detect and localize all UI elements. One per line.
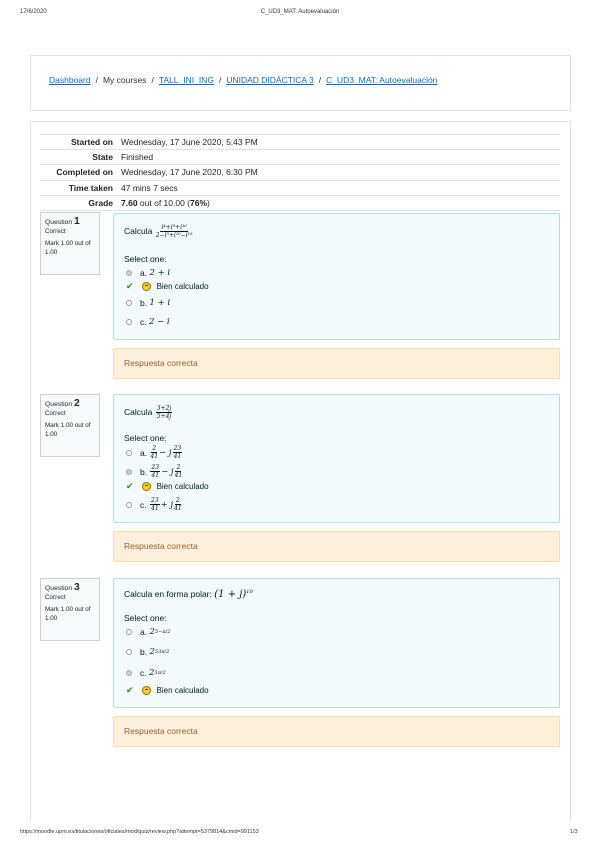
question-formula: (1 + j) [214, 589, 247, 600]
option-feedback: ✔ Bien calculado [126, 685, 209, 695]
general-feedback: Respuesta correcta [113, 716, 560, 747]
answer-option[interactable]: b. 2 5 3π/2 [126, 647, 169, 657]
check-icon: ✔ [126, 685, 134, 695]
question-content [113, 578, 560, 708]
radio-button[interactable] [126, 319, 132, 325]
summary-key: Completed on [56, 167, 113, 178]
question-number: 2 [74, 398, 80, 409]
radio-button[interactable] [126, 649, 132, 655]
print-date: 17/6/2020 [20, 9, 47, 15]
summary-value: 47 mins 7 secs [121, 182, 178, 193]
option-feedback: ✔ Bien calculado [126, 281, 209, 291]
check-icon: ✔ [126, 481, 134, 491]
print-title: C_UD3_MAT: Autoevaluación [260, 9, 340, 15]
question-mark: Mark 1.00 out of 1.00 [45, 606, 91, 622]
breadcrumb-quiz-link[interactable]: C_UD3_MAT: Autoevaluación [326, 75, 438, 85]
breadcrumb-panel [30, 55, 571, 111]
answer-option[interactable]: b. $\frac{23}{41}$ − j $\frac{2}{41}$ [126, 464, 183, 479]
summary-key: Grade [88, 197, 113, 208]
radio-button[interactable] [126, 300, 132, 306]
breadcrumb-my-courses: My courses [102, 75, 147, 85]
radio-button[interactable] [126, 270, 132, 276]
question-text: Calcula $\frac{\text{i⁴+i⁹+i¹⁶}}{\text{2−i⁵+i¹⁰−i¹⁵}}$ [124, 224, 193, 239]
breadcrumb-dashboard-link[interactable]: Dashboard [49, 75, 91, 85]
question-state: Correct [45, 410, 66, 417]
option-feedback: ✔ Bien calculado [126, 481, 209, 491]
answer-option[interactable]: a. 2 + i [126, 268, 170, 278]
select-one-label: Select one: [124, 254, 167, 264]
summary-row [40, 181, 560, 196]
print-url: https://moodle.upm.es/titulaciones/oficiales/mod/quiz/review.php?attempt=5379814&cmid=991153 [20, 829, 259, 835]
question-info: Question 1 Correct Mark 1.00 out of 1.00 [40, 212, 100, 275]
smiley-icon [142, 686, 151, 695]
radio-button[interactable] [126, 629, 132, 635]
answer-option[interactable]: a. $\frac{2}{41}$ − j $\frac{23}{41}$ [126, 445, 183, 460]
summary-value: Finished [121, 152, 154, 163]
question-number: 3 [74, 582, 80, 593]
smiley-icon [142, 282, 151, 291]
radio-button[interactable] [126, 469, 132, 475]
radio-button[interactable] [126, 670, 132, 676]
summary-row [40, 165, 560, 180]
grade-value: 7.60 out of 10.00 (76%) [121, 197, 210, 208]
answer-option[interactable]: c. $\frac{23}{41}$ + j $\frac{2}{41}$ [126, 497, 183, 512]
summary-key: Started on [70, 137, 113, 148]
summary-row [40, 196, 560, 211]
breadcrumb: Dashboard / My courses / TALL_INI_ING / UNIDAD DIDÁCTICA 3 / C_UD3_MAT: Autoevaluación [49, 75, 438, 85]
radio-button[interactable] [126, 502, 132, 508]
question-content [113, 213, 560, 340]
question-text: Calcula en forma polar: $(1 + j)^{10}$ [124, 589, 253, 600]
summary-value: Wednesday, 17 June 2020, 6:30 PM [121, 167, 258, 178]
summary-row [40, 150, 560, 165]
answer-option[interactable]: c. 2 5 π/2 [126, 668, 166, 678]
select-one-label: Select one: [124, 613, 167, 623]
question-info: Question 2 Correct Mark 1.00 out of 1.00 [40, 394, 100, 457]
question-info: Question 3 Correct Mark 1.00 out of 1.00 [40, 578, 100, 641]
question-mark: Mark 1.00 out of 1.00 [45, 240, 91, 256]
summary-key: Time taken [68, 182, 113, 193]
question-state: Correct [45, 228, 66, 235]
question-formula: $\frac{3+2j}{5+4j}$ [156, 405, 172, 420]
radio-button[interactable] [126, 450, 132, 456]
summary-key: State [92, 152, 113, 163]
question-state: Correct [45, 594, 66, 601]
answer-option[interactable]: c. 2 − i [126, 317, 170, 327]
answer-option[interactable]: a. 2 5 −π/2 [126, 627, 170, 637]
breadcrumb-unit-link[interactable]: UNIDAD DIDÁCTICA 3 [226, 75, 314, 85]
question-number: 1 [74, 216, 80, 227]
breadcrumb-course-link[interactable]: TALL_INI_ING [158, 75, 214, 85]
attempt-summary-table [40, 134, 560, 211]
question-formula: $\frac{\text{i⁴+i⁹+i¹⁶}}{\text{2−i⁵+i¹⁰−i¹⁵}}$ [155, 224, 193, 239]
select-one-label: Select one: [124, 433, 167, 443]
question-mark: Mark 1.00 out of 1.00 [45, 422, 91, 438]
print-page-number: 1/3 [570, 829, 578, 835]
general-feedback: Respuesta correcta [113, 531, 560, 562]
answer-option[interactable]: b. 1 + i [126, 298, 170, 308]
check-icon: ✔ [126, 281, 134, 291]
summary-value: Wednesday, 17 June 2020, 5:43 PM [121, 137, 258, 148]
question-content [113, 394, 560, 523]
general-feedback: Respuesta correcta [113, 348, 560, 379]
summary-row [40, 134, 560, 150]
question-text: Calcula $\frac{3+2j}{5+4j}$ [124, 405, 172, 420]
smiley-icon [142, 482, 151, 491]
